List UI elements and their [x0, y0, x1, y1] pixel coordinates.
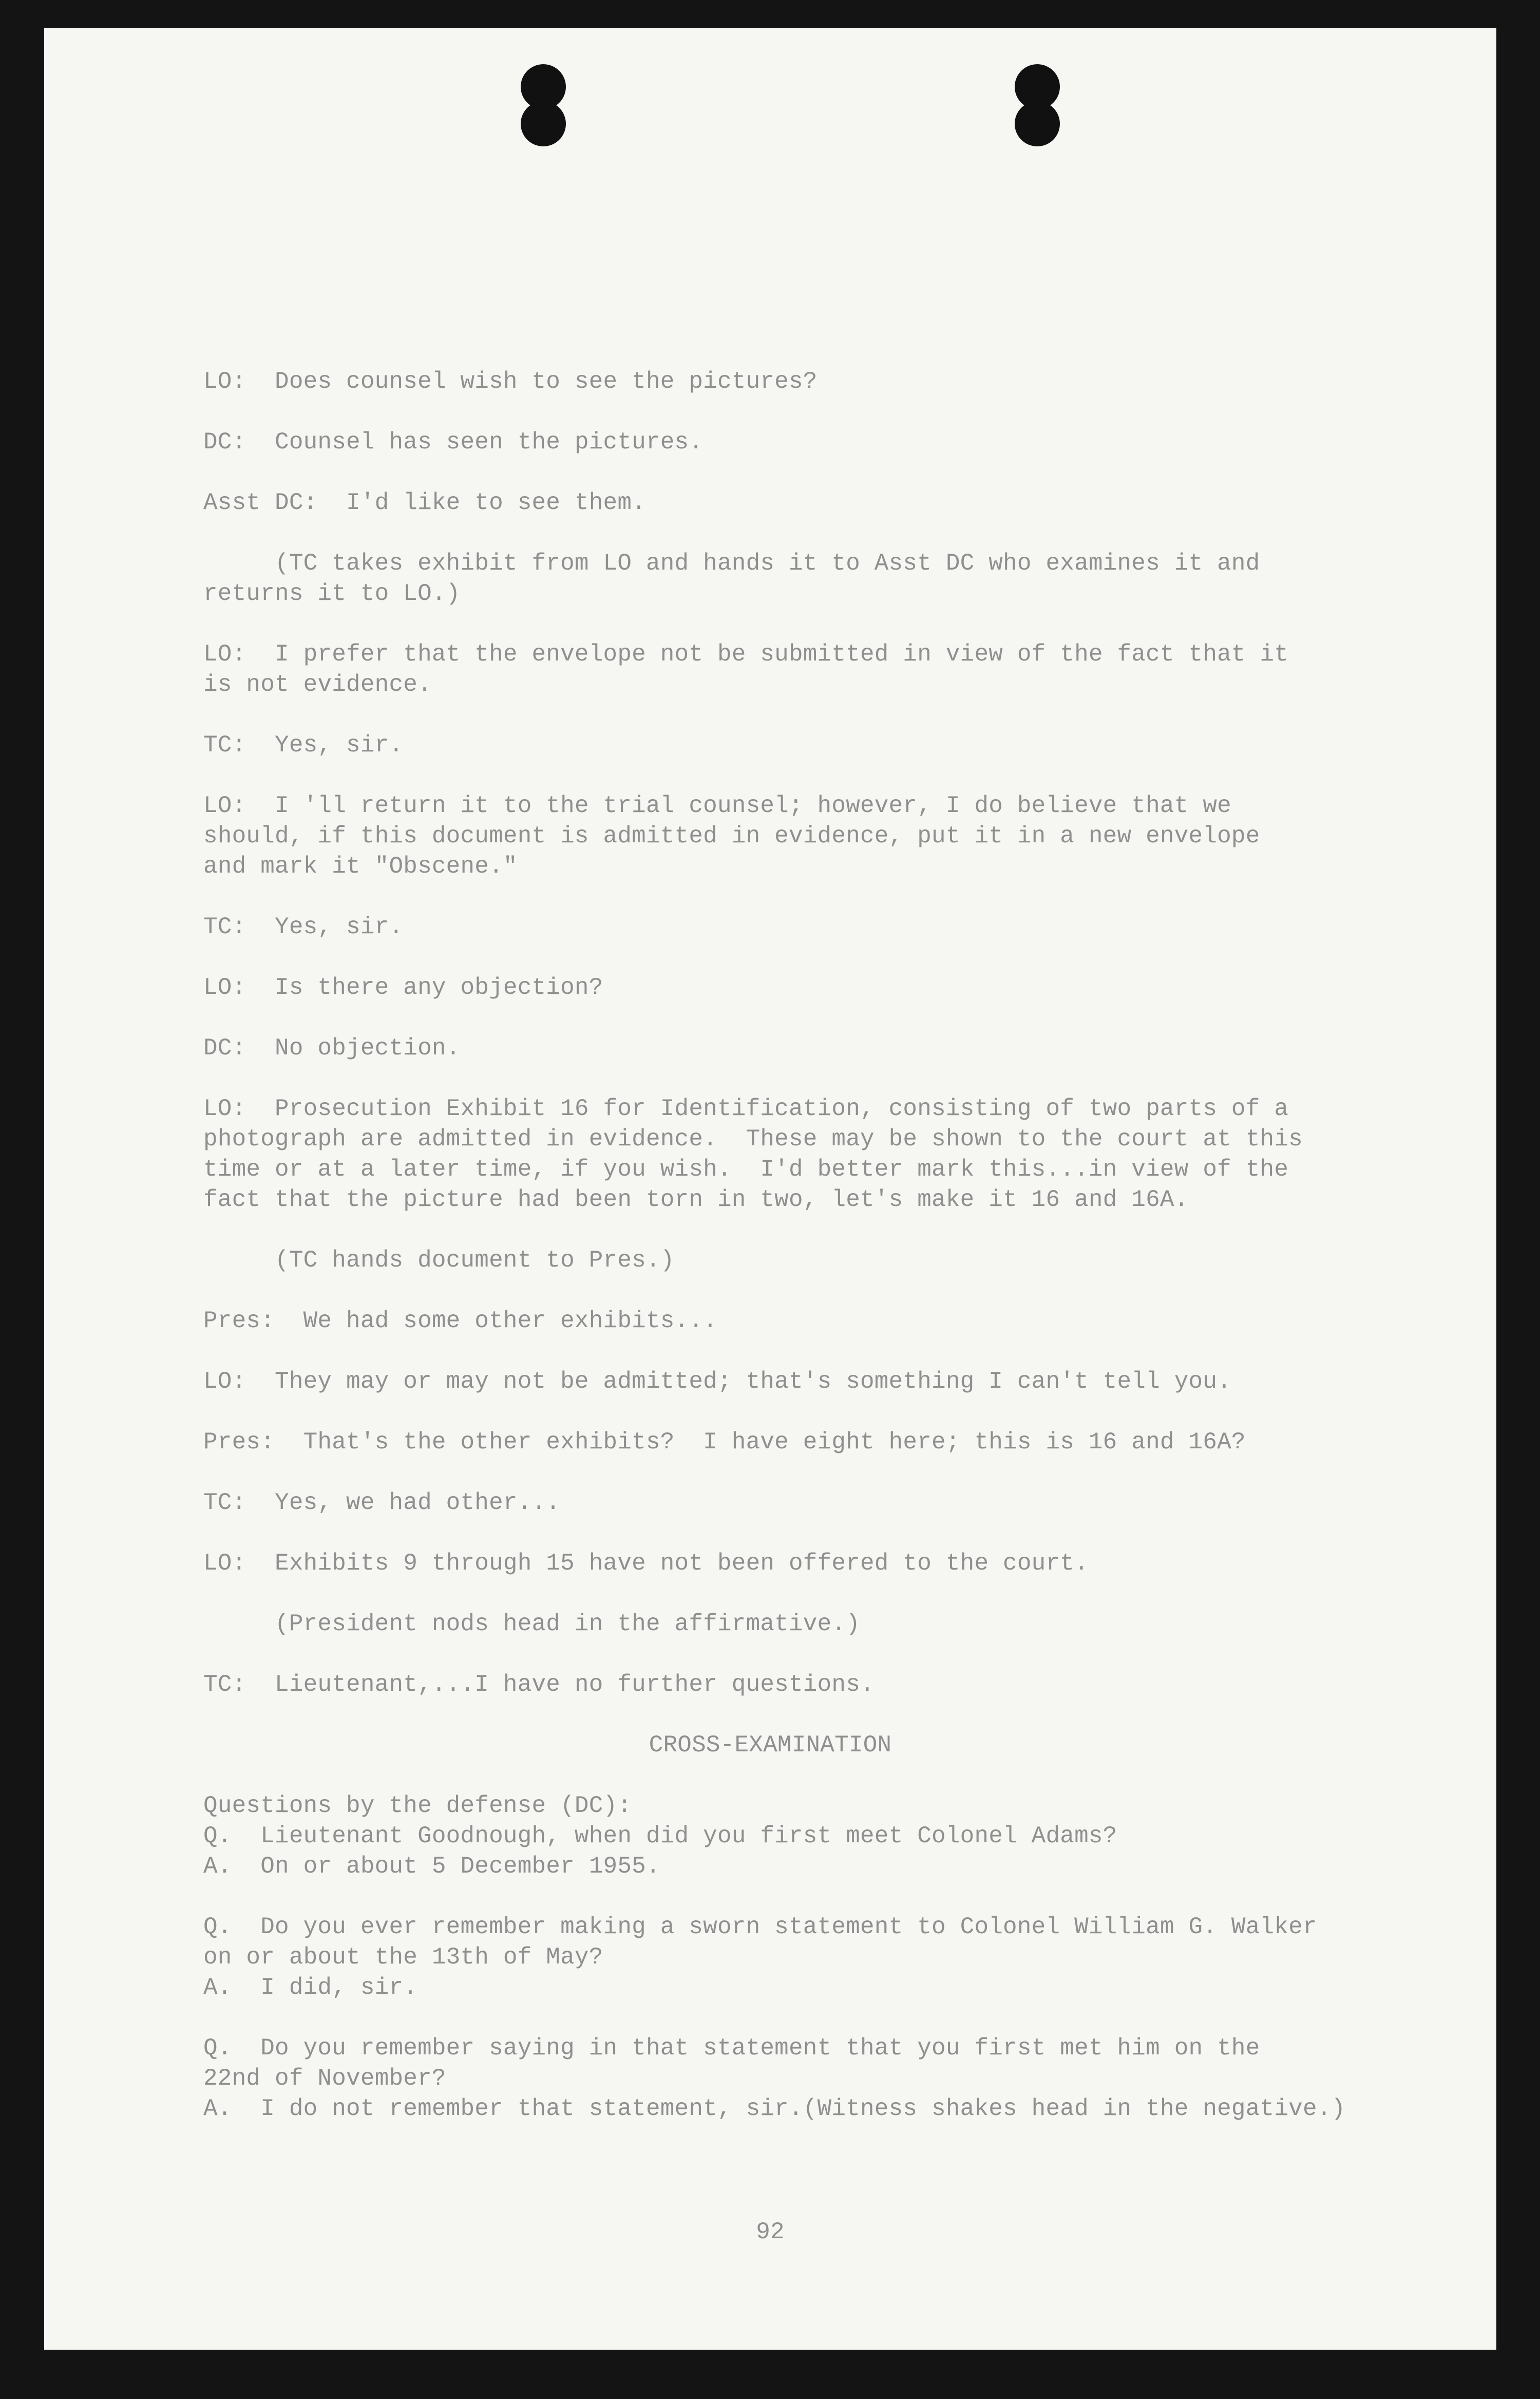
- transcript-line: A. On or about 5 December 1955.: [203, 1853, 660, 1880]
- transcript-line: time or at a later time, if you wish. I'd better mark this...in view of the: [203, 1156, 1289, 1183]
- transcript-line: LO: Exhibits 9 through 15 have not been offered to the court.: [203, 1550, 1089, 1577]
- transcript-line: Q. Lieutenant Goodnough, when did you first meet Colonel Adams?: [203, 1823, 1117, 1849]
- transcript-line: TC: Lieutenant,...I have no further questions.: [203, 1671, 874, 1698]
- page-number: 92: [756, 2219, 785, 2245]
- punch-hole-right: [1013, 64, 1062, 146]
- transcript-line: LO: Is there any objection?: [203, 974, 603, 1001]
- transcript-line: TC: Yes, sir.: [203, 732, 404, 759]
- transcript-line: A. I did, sir.: [203, 1974, 418, 2001]
- transcript-line: (President nods head in the affirmative.): [203, 1611, 861, 1637]
- transcript-line: LO: Prosecution Exhibit 16 for Identification, consisting of two parts of a: [203, 1095, 1289, 1122]
- transcript-line: LO: Does counsel wish to see the pictures?: [203, 368, 817, 395]
- transcript-line: (TC takes exhibit from LO and hands it to Asst DC who examines it and: [203, 550, 1260, 577]
- transcript-line: on or about the 13th of May?: [203, 1944, 603, 1971]
- transcript-line: LO: I 'll return it to the trial counsel; however, I do believe that we: [203, 792, 1231, 819]
- transcript-line: Pres: We had some other exhibits...: [203, 1308, 717, 1334]
- transcript-line: Q. Do you ever remember making a sworn statement to Colonel William G. Walker: [203, 1914, 1317, 1940]
- transcript-line: is not evidence.: [203, 671, 432, 698]
- transcript-line: Questions by the defense (DC):: [203, 1792, 632, 1819]
- transcript-line: TC: Yes, sir.: [203, 914, 404, 940]
- punch-hole-left: [519, 64, 568, 146]
- section-heading: CROSS-EXAMINATION: [649, 1732, 892, 1759]
- transcript-line: DC: No objection.: [203, 1035, 461, 1062]
- transcript-line: photograph are admitted in evidence. These may be shown to the court at this: [203, 1126, 1303, 1153]
- transcript-line: and mark it "Obscene.": [203, 853, 518, 880]
- document-page: [44, 28, 1496, 2350]
- transcript-line: fact that the picture had been torn in two, let's make it 16 and 16A.: [203, 1186, 1189, 1213]
- transcript-line: returns it to LO.): [203, 580, 461, 607]
- transcript-line: Asst DC: I'd like to see them.: [203, 489, 646, 516]
- transcript-line: A. I do not remember that statement, sir.(Witness shakes head in the negative.): [203, 2095, 1346, 2122]
- transcript-line: Pres: That's the other exhibits? I have eight here; this is 16 and 16A?: [203, 1429, 1246, 1456]
- transcript-line: LO: They may or may not be admitted; that's something I can't tell you.: [203, 1368, 1231, 1395]
- transcript-line: should, if this document is admitted in evidence, put it in a new envelope: [203, 823, 1260, 849]
- transcript-line: TC: Yes, we had other...: [203, 1489, 561, 1516]
- transcript-line: DC: Counsel has seen the pictures.: [203, 429, 704, 456]
- transcript-line: LO: I prefer that the envelope not be submitted in view of the fact that it: [203, 641, 1289, 668]
- transcript-line: (TC hands document to Pres.): [203, 1247, 675, 1274]
- transcript-line: 22nd of November?: [203, 2065, 446, 2092]
- transcript-line: Q. Do you remember saying in that statement that you first met him on the: [203, 2035, 1260, 2062]
